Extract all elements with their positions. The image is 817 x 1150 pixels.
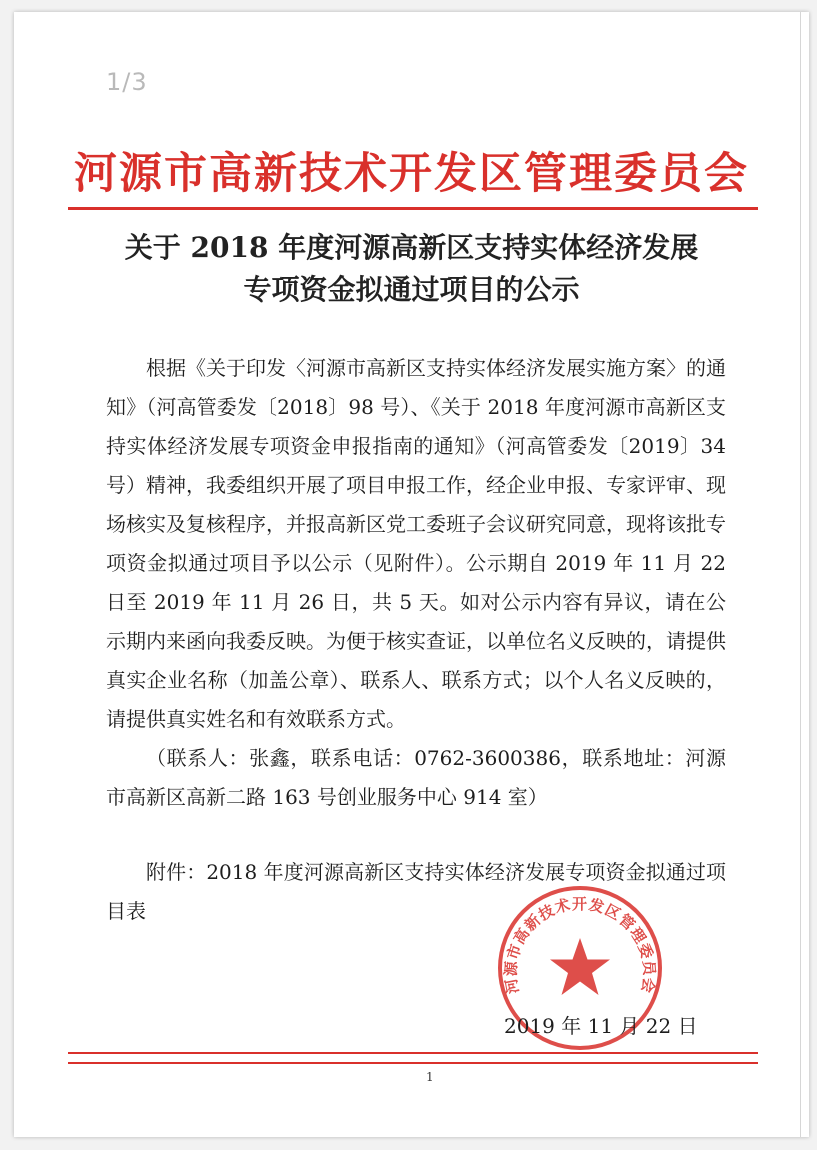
page-indicator: 1/3 xyxy=(106,68,148,96)
issue-date: 2019 年 11 月 22 日 xyxy=(504,1014,698,1038)
seal-lettering: 河源市高新技术开发区管理委员会 xyxy=(501,894,659,996)
seal-star-icon xyxy=(550,938,610,995)
footer-rule-top xyxy=(68,1052,758,1054)
document-body xyxy=(106,349,726,931)
paragraph-gap xyxy=(106,817,726,853)
header-red-rule xyxy=(68,207,758,210)
page-number: 1 xyxy=(426,1070,434,1084)
document-page xyxy=(14,12,809,1137)
footer-rule-bottom xyxy=(68,1062,758,1064)
title-line-1: 关于 2018 年度河源高新区支持实体经济发展 xyxy=(124,231,699,264)
contact-paragraph: （联系人：张鑫，联系电话：0762-3600386，联系地址：河源市高新区高新二路 163 号创业服务中心 914 室） xyxy=(106,746,726,809)
attachment-note: 附件：2018 年度河源高新区支持实体经济发展专项资金拟通过项目表 xyxy=(106,860,726,923)
issuer-header: 河源市高新技术开发区管理委员会 xyxy=(74,149,749,199)
title-line-2: 专项资金拟通过项目的公示 xyxy=(243,273,580,306)
document-title xyxy=(14,227,809,311)
main-paragraph: 根据《关于印发〈河源市高新区支持实体经济发展实施方案〉的通知》（河高管委发〔2018〕98 号）、《关于 2018 年度河源市高新区支持实体经济发展专项资金申报指南的通知》（河高管委发〔2019〕34 号）精神，我委组织开展了项目申报工作，经企业申报、专家评审、现场核实及复核程序，并报高新区党工委班子会议研究同意，现将该批专项资金拟通过项目予以公示（见附件）。公示期自 2019 年 11 月 22 日至 2019 年 11 月 26 日，共 5 天。如对公示内容有异议，请在公示期内来函向我委反映。为便于核实查证，以单位名义反映的，请提供真实企业名称（加盖公章）、联系人、联系方式；以个人名义反映的，请提供真实姓名和有效联系方式。 xyxy=(106,356,726,731)
